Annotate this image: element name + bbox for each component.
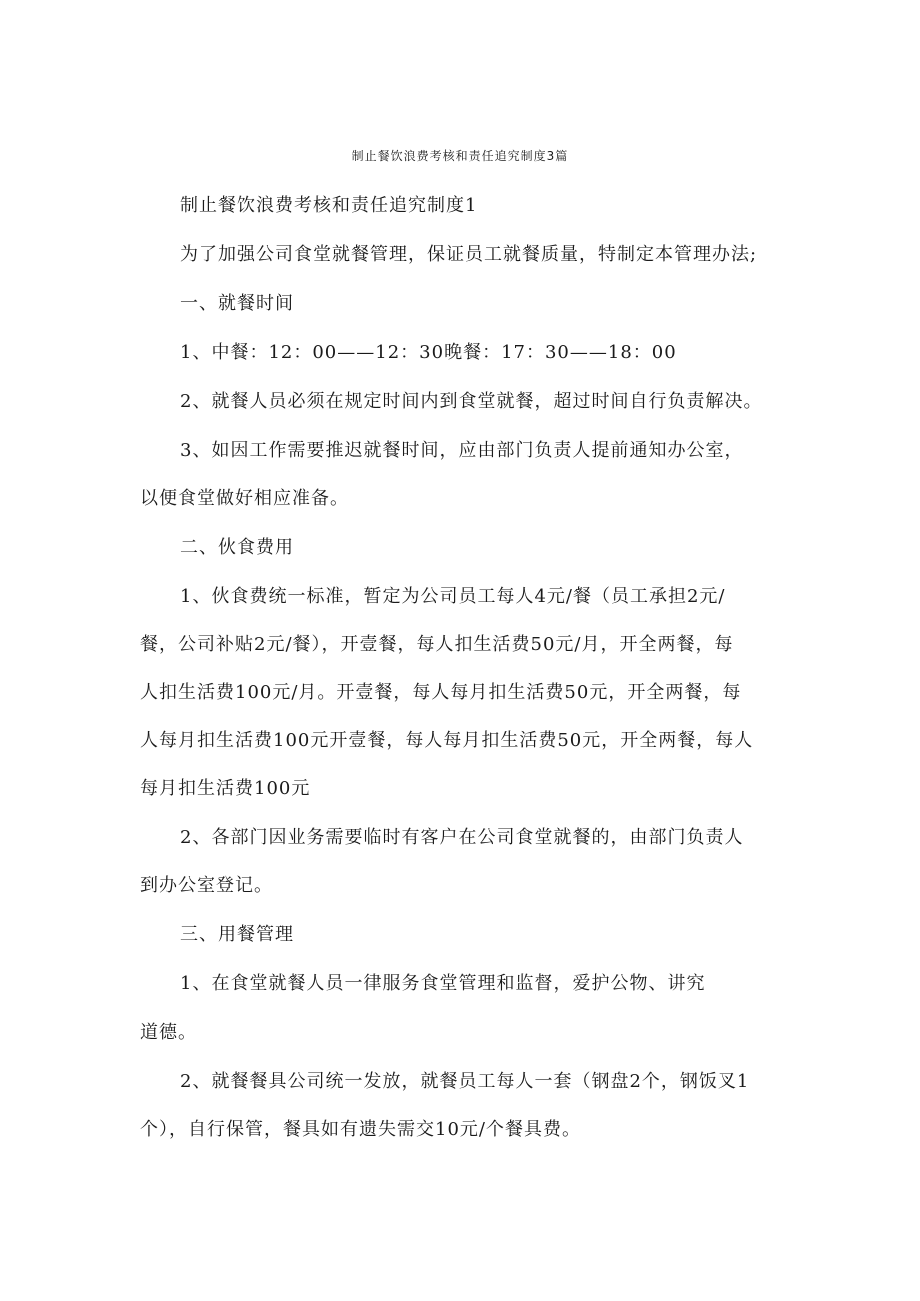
fee-rule-line-2: 餐，公司补贴2元/餐），开壹餐，每人扣生活费50元/月，开全两餐，每 bbox=[140, 634, 734, 655]
utensil-rule-line-2: 个），自行保管，餐具如有遗失需交10元/个餐具费。 bbox=[140, 1119, 581, 1140]
section-subtitle: 制止餐饮浪费考核和责任追究制度1 bbox=[180, 195, 478, 216]
fee-rule-line-5: 每月扣生活费100元 bbox=[140, 778, 311, 799]
guest-rule-line-2: 到办公室登记。 bbox=[140, 875, 273, 896]
document-title: 制止餐饮浪费考核和责任追究制度3篇 bbox=[351, 149, 569, 163]
meal-time-item: 1、中餐：12：00——12：30晚餐：17：30——18：00 bbox=[180, 342, 677, 363]
conduct-rule-line-1: 1、在食堂就餐人员一律服务食堂管理和监督，爱护公物、讲究 bbox=[180, 973, 706, 994]
section-heading-2: 二、伙食费用 bbox=[180, 537, 294, 558]
section-heading-3: 三、用餐管理 bbox=[180, 924, 294, 945]
intro-paragraph: 为了加强公司食堂就餐管理，保证员工就餐质量，特制定本管理办法; bbox=[180, 244, 758, 265]
conduct-rule-line-2: 道德。 bbox=[140, 1022, 197, 1043]
section-heading-1: 一、就餐时间 bbox=[180, 293, 294, 314]
delay-rule-line-1: 3、如因工作需要推迟就餐时间，应由部门负责人提前通知办公室， bbox=[180, 440, 744, 461]
fee-rule-line-4: 人每月扣生活费100元开壹餐，每人每月扣生活费50元，开全两餐，每人 bbox=[140, 730, 754, 751]
utensil-rule-line-1: 2、就餐餐具公司统一发放，就餐员工每人一套（钢盘2个，钢饭叉1 bbox=[180, 1071, 750, 1092]
fee-rule-line-3: 人扣生活费100元/月。开壹餐，每人每月扣生活费50元，开全两餐，每 bbox=[140, 682, 742, 703]
delay-rule-line-2: 以便食堂做好相应准备。 bbox=[140, 488, 349, 509]
on-time-rule-item: 2、就餐人员必须在规定时间内到食堂就餐，超过时间自行负责解决。 bbox=[180, 391, 763, 412]
guest-rule-line-1: 2、各部门因业务需要临时有客户在公司食堂就餐的，由部门负责人 bbox=[180, 827, 744, 848]
fee-rule-line-1: 1、伙食费统一标准，暂定为公司员工每人4元/餐（员工承担2元/ bbox=[180, 586, 726, 607]
